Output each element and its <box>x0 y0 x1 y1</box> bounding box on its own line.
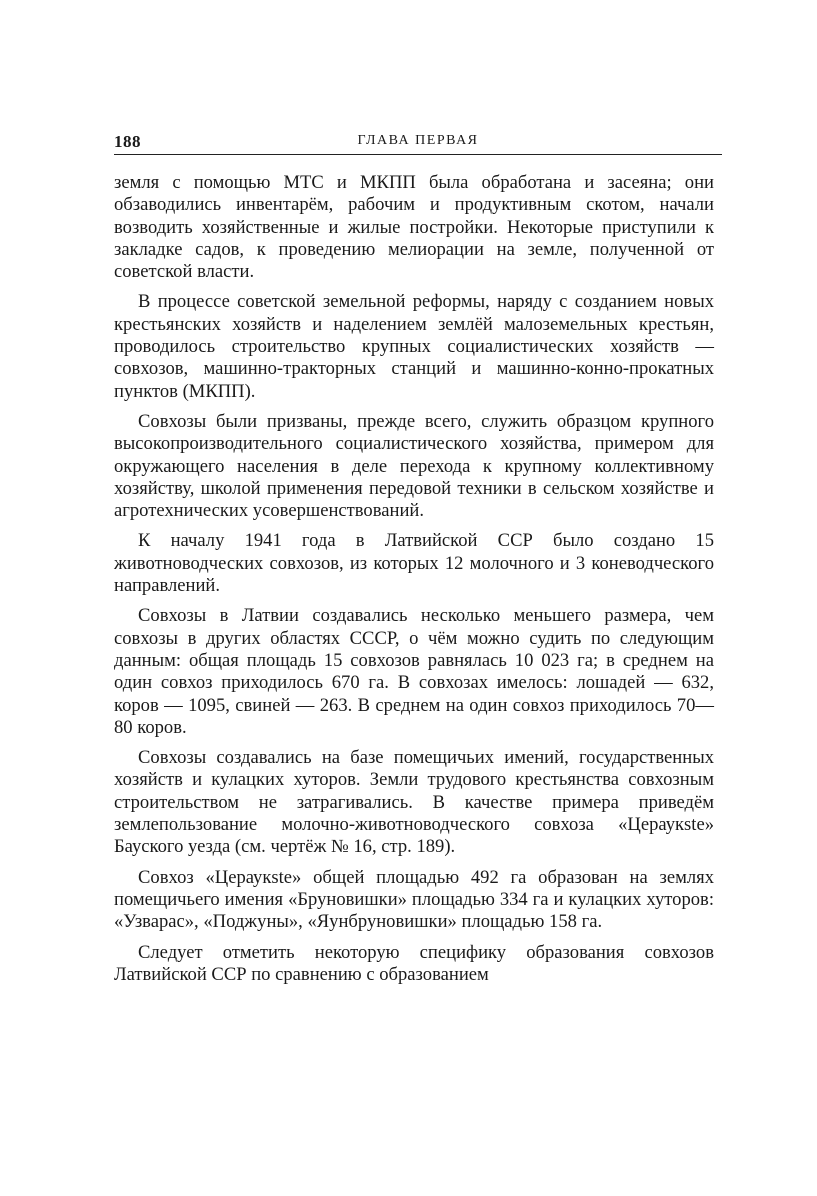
paragraph-continued: земля с помощью МТС и МКПП была обработана и засеяна; они обзаводились инвентарём, рабочим и продуктивным скотом, начали возводить хозяйственные и жилые постройки. Некоторые приступили к закладке садов, к проведению мелиорации на земле, полученной от советской власти. <box>114 172 714 283</box>
page-number: 188 <box>114 132 141 151</box>
paragraph: Совхозы были призваны, прежде всего, служить образцом крупного высокопроизводительного социалистического хозяйства, примером для окружающего населения в деле перехода к крупному коллективному хозяйству, школой применения передовой техники в сельском хозяйстве и агротехнических усовершенствований. <box>114 410 714 522</box>
chapter-title: ГЛАВА ПЕРВАЯ <box>357 133 479 148</box>
running-head <box>114 132 722 156</box>
paragraph: Совхозы в Латвии создавались несколько меньшего размера, чем совхозы в других областях СССР, о чём можно судить по следующим данным: общая площадь 15 совхозов равнялась 10 023 га; в среднем на один совхоз приходилось 670 га. В совхозах имелось: лошадей — 632, коров — 1095, свиней — 263. В среднем на один совхоз приходилось 70—80 коров. <box>114 605 714 738</box>
paragraph: Совхозы создавались на базе помещичьих имений, государственных хозяйств и кулацких хуторов. Земли трудового крестьянства совхозным строительством не затрагивались. В качестве примера приведём землепользование молочно-животноводческого совхоза «Цераукste» Бауского уезда (см. чертёж № 16, стр. 189). <box>114 747 714 858</box>
paragraph: Совхоз «Цераукste» общей площадью 492 га образован на землях помещичьего имения «Бруновишки» площадью 334 га и кулацких хуторов: «Узварас», «Поджуны», «Яунбруновишки» площадью 158 га. <box>114 866 714 933</box>
paragraph: В процессе советской земельной реформы, наряду с созданием новых крестьянских хозяйств и наделением землёй малоземельных крестьян, проводилось строительство крупных социалистических хозяйств — совхозов, машинно-тракторных станций и машинно-конно-прокатных пунктов (МКПП). <box>114 291 714 402</box>
paragraph: К началу 1941 года в Латвийской ССР было создано 15 животноводческих совхозов, из которых 12 молочного и 3 коневодческого направлений. <box>114 530 714 597</box>
body-text <box>114 172 714 994</box>
header-rule <box>114 154 722 155</box>
paragraph: Следует отметить некоторую специфику образования совхозов Латвийской ССР по сравнению с образованием <box>114 941 714 985</box>
